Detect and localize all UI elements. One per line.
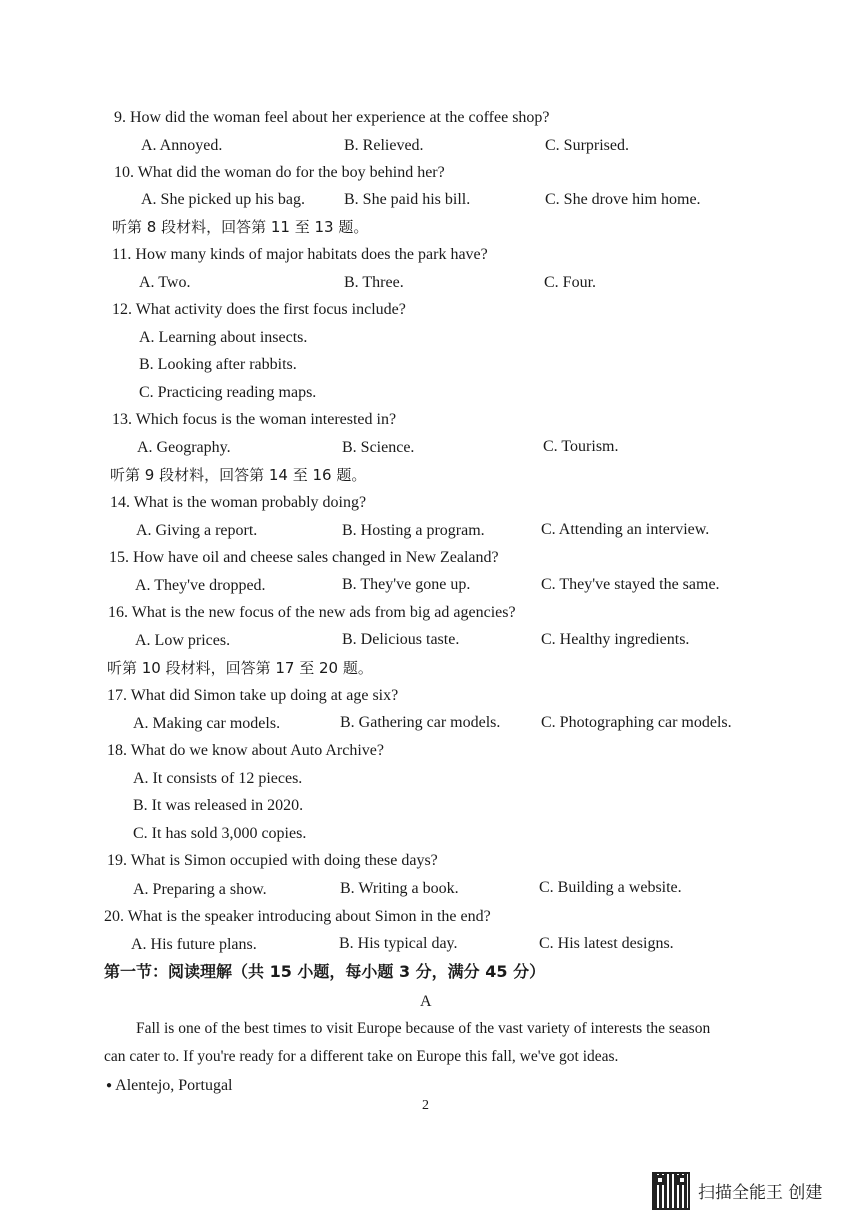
scanner-watermark: 扫描全能王 创建 [698, 1183, 823, 1203]
option-17a: A. Making car models. [133, 715, 281, 732]
passage-letter: A [420, 993, 432, 1010]
option-14a: A. Giving a report. [136, 522, 258, 539]
passage-bullet-item [106, 1076, 232, 1096]
option-19c: C. Building a website. [539, 879, 682, 896]
option-10a: A. She picked up his bag. [141, 191, 305, 208]
question-18: 18. What do we know about Auto Archive? [107, 742, 384, 759]
option-17b: B. Gathering car models. [340, 714, 501, 731]
option-19a: A. Preparing a show. [133, 881, 267, 898]
option-14c: C. Attending an interview. [541, 521, 710, 538]
option-19b: B. Writing a book. [340, 880, 459, 897]
bullet-icon: ● [106, 1080, 113, 1091]
option-14b: B. Hosting a program. [342, 522, 485, 539]
option-20a: A. His future plans. [131, 936, 257, 953]
option-16b: B. Delicious taste. [342, 631, 460, 648]
option-18b: B. It was released in 2020. [133, 797, 304, 814]
option-13c: C. Tourism. [543, 438, 619, 455]
question-12: 12. What activity does the first focus include? [112, 301, 406, 318]
question-14: 14. What is the woman probably doing? [110, 494, 367, 511]
option-13a: A. Geography. [137, 439, 231, 456]
option-11b: B. Three. [344, 274, 404, 291]
option-16c: C. Healthy ingredients. [541, 631, 690, 648]
option-18a: A. It consists of 12 pieces. [133, 770, 303, 787]
option-12b: B. Looking after rabbits. [139, 356, 297, 373]
question-10: 10. What did the woman do for the boy behind her? [114, 164, 445, 181]
option-11a: A. Two. [139, 274, 191, 291]
option-20c: C. His latest designs. [539, 935, 674, 952]
question-17: 17. What did Simon take up doing at age six? [107, 687, 399, 704]
option-20b: B. His typical day. [339, 935, 458, 952]
option-15c: C. They've stayed the same. [541, 576, 720, 593]
option-18c: C. It has sold 3,000 copies. [133, 825, 307, 842]
option-9c: C. Surprised. [545, 137, 629, 154]
question-11: 11. How many kinds of major habitats does the park have? [112, 246, 488, 263]
option-9a: A. Annoyed. [141, 137, 223, 154]
question-20: 20. What is the speaker introducing about Simon in the end? [104, 908, 491, 925]
option-12c: C. Practicing reading maps. [139, 384, 317, 401]
instruction-segment-9: 听第 9 段材料，回答第 14 至 16 题。 [110, 466, 367, 484]
passage-line-2: can cater to. If you're ready for a different take on Europe this fall, we've got ideas. [104, 1048, 619, 1065]
option-9b: B. Relieved. [344, 137, 424, 154]
question-19: 19. What is Simon occupied with doing these days? [107, 852, 438, 869]
option-17c: C. Photographing car models. [541, 714, 732, 731]
option-15b: B. They've gone up. [342, 576, 471, 593]
passage-line-1: Fall is one of the best times to visit Europe because of the vast variety of interests the season [136, 1020, 711, 1037]
option-16a: A. Low prices. [135, 632, 231, 649]
option-10b: B. She paid his bill. [344, 191, 471, 208]
instruction-segment-8: 听第 8 段材料，回答第 11 至 13 题。 [112, 218, 369, 236]
instruction-segment-10: 听第 10 段材料，回答第 17 至 20 题。 [107, 659, 373, 677]
question-9: 9. How did the woman feel about her experience at the coffee shop? [114, 109, 550, 126]
option-13b: B. Science. [342, 439, 415, 456]
page-number: 2 [422, 1098, 429, 1113]
question-13: 13. Which focus is the woman interested in? [112, 411, 397, 428]
section-heading: 第一节：阅读理解（共 15 小题，每小题 3 分，满分 45 分） [104, 962, 546, 981]
option-15a: A. They've dropped. [135, 577, 266, 594]
qr-code-icon [652, 1172, 690, 1210]
question-16: 16. What is the new focus of the new ads from big ad agencies? [108, 604, 516, 621]
option-11c: C. Four. [544, 274, 597, 291]
option-10c: C. She drove him home. [545, 191, 701, 208]
bullet-text: Alentejo, Portugal [115, 1077, 233, 1094]
option-12a: A. Learning about insects. [139, 329, 308, 346]
question-15: 15. How have oil and cheese sales changed in New Zealand? [109, 549, 499, 566]
